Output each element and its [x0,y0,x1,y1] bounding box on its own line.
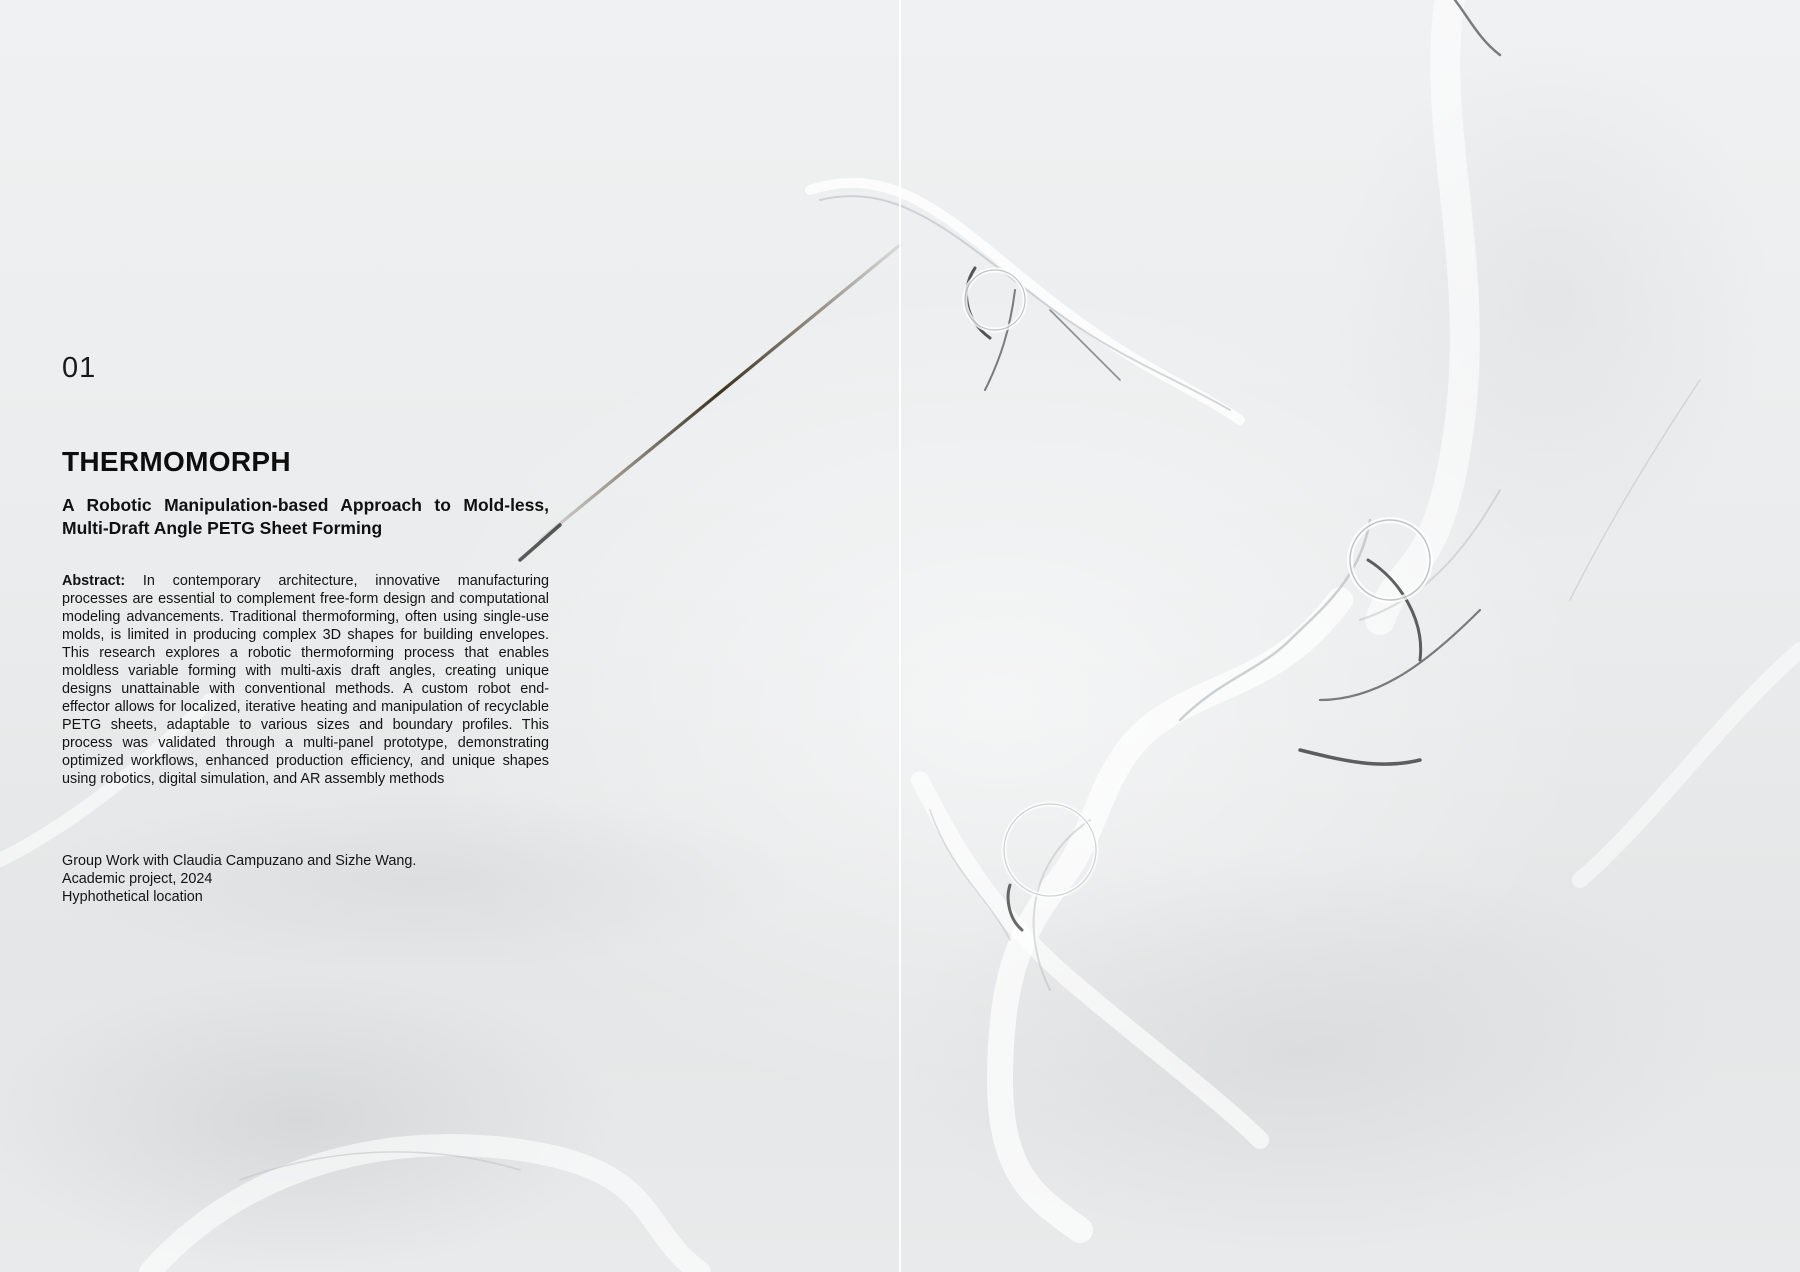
abstract-paragraph [62,572,549,788]
abstract-text: In contemporary architecture, innovative manufacturing processes are essential to complement free-form design and computational modeling advancements. Traditional thermoforming, often using single-use molds, is limited in producing complex 3D shapes for building envelopes. This research explores a robotic thermoforming process that enables moldless variable forming with multi-axis draft angles, creating unique designs unattainable with conventional methods. A custom robot end-effector allows for localized, iterative heating and manipulation of recyclable PETG sheets, adaptable to various sizes and boundary profiles. This process was validated through a multi-panel prototype, demonstrating optimized workflows, enhanced production efficiency, and unique shapes using robotics, digital simulation, and AR assembly methods [62,573,549,787]
project-credits [62,852,416,906]
credit-project-type: Academic project, 2024 [62,871,213,887]
credit-collaborators: Group Work with Claudia Campuzano and Sizhe Wang. [62,853,417,869]
project-subtitle: A Robotic Manipulation-based Approach to Mold-less, Multi-Draft Angle PETG Sheet Forming [62,495,549,538]
credit-location: Hyphothetical location [62,889,203,905]
page-fold-divider [899,0,901,1272]
project-title: THERMOMORPH [62,446,291,477]
abstract-label: Abstract: [62,573,126,589]
project-number: 01 [62,352,97,384]
